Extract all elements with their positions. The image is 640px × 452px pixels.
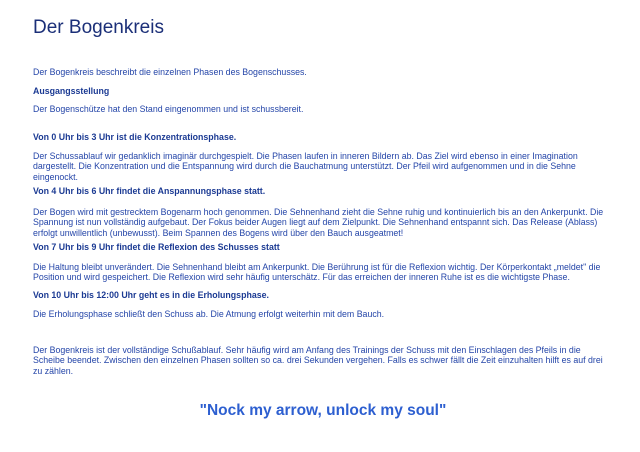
summary-text: Der Bogenkreis ist der vollständige Schußablauf. Sehr häufig wird am Anfang des Trainings der Schuss mit den Einschlagen des Pfeils in die Scheibe beendet. Zwischen den einzelnen Phasen sollten so ca. drei Sekunden vergehen. Falls es schwer fällt die Zeit einzuhalten hilft es auf drei zu zählen.	[33, 345, 603, 376]
section-heading-erholung: Von 10 Uhr bis 12:00 Uhr geht es in die Erholungsphase.	[33, 290, 269, 300]
motto-quote: "Nock my arrow, unlock my soul"	[199, 402, 447, 419]
page-title: Der Bogenkreis	[33, 17, 164, 38]
section-text-konzentration: Der Schussablauf wir gedanklich imaginär durchgespielt. Die Phasen laufen in inneren Bildern ab. Das Ziel wird ebenso in einer Imagination dargestellt. Die Konzentration und die Entspannung wird durch die Bauchatmung unterstützt. Der Pfeil wird aufgenommen und in die Sehne eingenockt.	[33, 151, 578, 182]
section-heading-anspannung: Von 4 Uhr bis 6 Uhr findet die Anspannungsphase statt.	[33, 186, 266, 196]
section-text-ausgangsstellung: Der Bogenschütze hat den Stand eingenommen und ist schussbereit.	[33, 104, 304, 114]
section-text-erholung: Die Erholungsphase schließt den Schuss ab. Die Atmung erfolgt weiterhin mit dem Bauch.	[33, 309, 385, 319]
section-text-reflexion: Die Haltung bleibt unverändert. Die Sehnenhand bleibt am Ankerpunkt. Die Berührung ist für die Reflexion wichtig. Der Körperkontakt „meldet" die Position und wird gespeichert. Die Reflexion wird sehr häufig unterschätz. Für das erreichen der inneren Ruhe ist es die wichtigste Phase.	[33, 262, 601, 283]
section-heading-reflexion: Von 7 Uhr bis 9 Uhr findet die Reflexion des Schusses statt	[33, 242, 280, 252]
section-heading-ausgangsstellung: Ausgangsstellung	[33, 86, 110, 96]
section-heading-konzentration: Von 0 Uhr bis 3 Uhr ist die Konzentrationsphase.	[33, 132, 237, 142]
section-text-anspannung: Der Bogen wird mit gestrecktem Bogenarm hoch genommen. Die Sehnenhand zieht die Sehne ruhig und kontinuierlich bis an den Ankerpunkt. Die Spannung ist nun vollständig aufgebaut. Der Fokus beider Augen liegt auf dem Zielpunkt. Die Sehnenhand entspannt sich. Das Release (Ablass) erfolgt unwillentlich (unbewusst). Beim Spannen des Bogens wird über den Bauch ausgeatmet!	[33, 207, 604, 238]
intro-text: Der Bogenkreis beschreibt die einzelnen Phasen des Bogenschusses.	[33, 67, 307, 77]
